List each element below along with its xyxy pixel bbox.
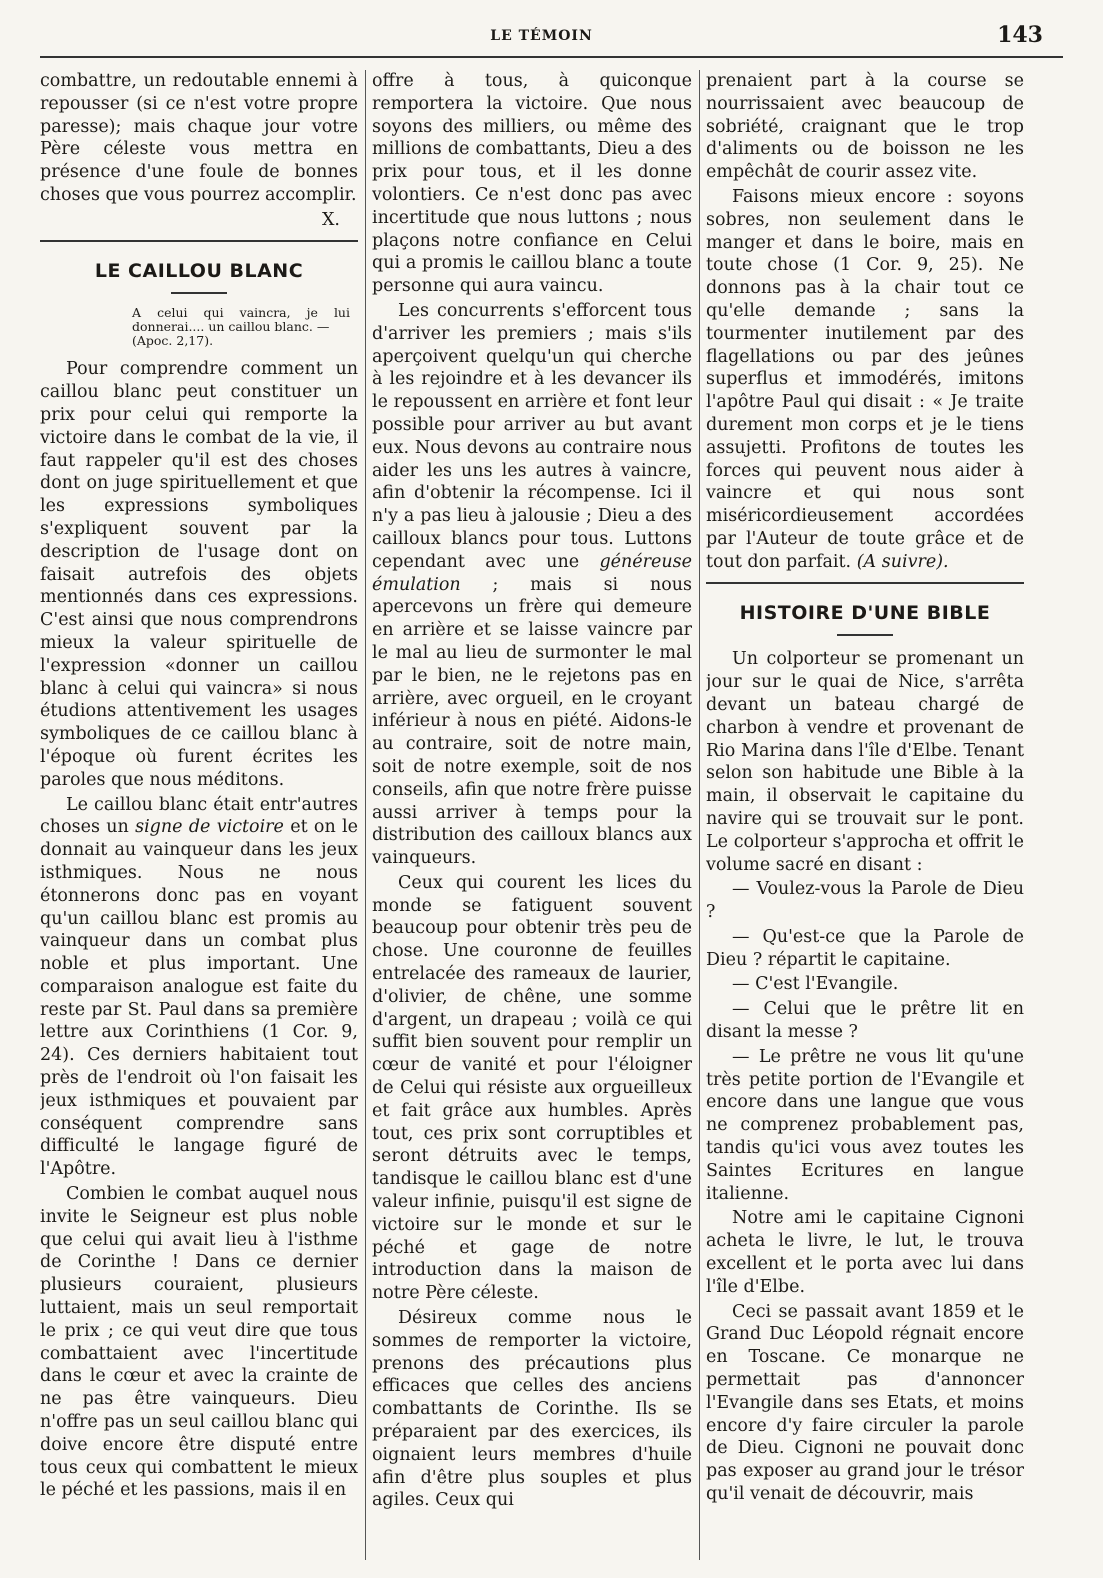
dialogue-line: — Qu'est-ce que la Parole de Dieu ? répartit le capitaine. (706, 926, 1024, 970)
title-dash (837, 634, 893, 636)
article-separator (706, 582, 1024, 584)
paragraph: combattre, un redoutable ennemi à repousser (si ce n'est votre propre paresse); mais chaque jour votre Père céleste vous mettra en présence d'une foule de bonnes choses que vous pourrez accomplir. (40, 71, 358, 205)
paragraph: offre à tous, à quiconque remportera la victoire. Que nous soyons des milliers, ou même des millions de combattants, Dieu a des prix pour tous, et il les donne volontiers. Ce n'est donc pas avec incertitude que nous luttons ; nous plaçons notre confiance en Celui qui a promis le caillou blanc a toute personne qui aura vaincu. (372, 71, 692, 297)
column-divider (699, 70, 700, 1560)
column-1 (40, 70, 358, 1560)
signature: X. (321, 209, 340, 230)
column-2 (372, 70, 692, 1560)
dialogue-line: — Voulez-vous la Parole de Dieu ? (706, 879, 1024, 923)
paragraph: prenaient part à la course se nourrissaient avec beaucoup de sobriété, craignant que le trop d'aliments ou de boisson ne les empêchât de courir assez vite. (706, 71, 1024, 183)
column-3 (706, 70, 1024, 1560)
text-run: ; mais si nous apercevons un frère qui demeure en arrière et se laisse vaincre par le mal au lieu de surmonter le mal par le bien, ne le rejetons pas en arrière, avec orgueil, en le croyant inférieur à nous en piété. Aidons-le au contraire, soit de notre main, soit de notre exemple, soit de nos conseils, afin que notre frère puisse aussi arriver à temps pour la distribution des cailloux blancs aux vainqueurs. (372, 574, 692, 869)
italic-text: généreuse émulation (372, 551, 692, 595)
epigraph (132, 306, 350, 348)
text-run: Le caillou blanc était entr'autres choses un (40, 794, 358, 838)
page-header (40, 22, 1043, 52)
paragraph: Un colporteur se promenant un jour sur le quai de Nice, s'arrêta devant un bateau chargé de charbon à vendre et provenant de Rio Marina dans l'île d'Elbe. Tenant selon son habitude une Bible à la main, il observait le capitaine du navire qui se trouvait sur le pont. Le colporteur s'approcha et offrit le volume sacré en disant : (706, 649, 1024, 875)
dialogue-line: — C'est l'Evangile. (732, 974, 899, 995)
dialogue-line: — Le prêtre ne vous lit qu'une très petite portion de l'Evangile et encore dans une langue que vous ne comprenez probablement pas, tandis qu'ici vous avez toutes les Saintes Ecritures en langue italienne. (706, 1046, 1024, 1204)
running-title: LE TÉMOIN (490, 28, 593, 44)
article-title: HISTOIRE D'UNE BIBLE (739, 601, 991, 624)
paragraph: Ceux qui courent les lices du monde se fatiguent souvent beaucoup pour obtenir très peu de chose. Une couronne de feuilles entrelacée des rameaux de laurier, d'olivier, de chêne, une somme d'argent, un drapeau ; voilà ce qui suffit bien souvent pour remplir un cœur de vanité et pour l'éloigner de Celui qui résiste aux orgueilleux et fait grâce aux humbles. Après tout, ces prix sont corruptibles et seront détruits avec le temps, tandisque le caillou blanc est d'une valeur infinie, puisqu'il est signe de victoire sur le monde et sur le péché et gage de notre introduction dans la maison de notre Père céleste. (372, 872, 692, 1304)
dialogue-line: — Celui que le prêtre lit en disant la messe ? (706, 999, 1024, 1043)
article-separator (40, 240, 358, 242)
italic-text: signe de victoire (135, 817, 284, 838)
paragraph: Combien le combat auquel nous invite le Seigneur est plus noble que celui qui avait lieu à l'isthme de Corinthe ! Dans ce dernier plusieurs couraient, plusieurs luttaient, mais un seul remportait le prix ; ce qui veut dire que tous combattaient avec l'incertitude dans le cœur et avec la crainte de ne pas être vainqueurs. Dieu n'offre pas un seul caillou blanc qui doive encore être disputé entre tous ceux qui combattent le mieux le péché et les passions, mais il en (40, 1184, 358, 1501)
paragraph: Désireux comme nous le sommes de remporter la victoire, prenons des précautions plus efficaces que celles des anciens combattants de Corinthe. Ils se préparaient par des exercices, ils oignaient leurs membres d'huile afin d'être plus souples et plus agiles. Ceux qui (372, 1308, 692, 1511)
text-run: Les concurrents s'efforcent tous d'arriver les premiers ; mais s'ils aperçoivent quelqu'un qui cherche à les rejoindre et à les devancer ils le repoussent en arrière et font leur possible pour arriver au but avant eux. Nous devons au contraire nous aider les uns les autres à vaincre, afin d'obtenir la récompense. Ici il n'y a pas lieu à jalousie ; Dieu a des cailloux blancs pour tous. Luttons cependant avec une (372, 300, 692, 572)
paragraph: Notre ami le capitaine Cignoni acheta le livre, le lut, le trouva excellent et le porta avec lui dans l'île d'Elbe. (706, 1208, 1024, 1297)
header-rule (40, 56, 1063, 58)
title-dash (171, 292, 227, 294)
paragraph (372, 300, 692, 870)
to-be-continued: (A suivre). (856, 551, 949, 572)
text-run: Faisons mieux encore : soyons sobres, non seulement dans le manger et dans le boire, mais en toute chose (1 Cor. 9, 25). Ne donnons pas à la chair tout ce qu'elle demande ; sans la tourmenter inutilement par des flagellations ou par des jeûnes superflus et immodérés, imitons l'apôtre Paul qui disait : « Je traite durement mon corps et je le tiens assujetti. Profitons de toutes les forces qui peuvent nous aider à vaincre et qui nous sont miséricordieusement accordées par l'Auteur de toute grâce et de tout don parfait. (706, 186, 1024, 572)
column-divider (365, 70, 366, 1560)
article-title: LE CAILLOU BLANC (94, 259, 304, 282)
paragraph (706, 186, 1024, 574)
text-run: et on le donnait au vainqueur dans les jeux isthmiques. Nous ne nous étonnerons donc pas en voyant qu'un caillou blanc est promis au vainqueur dans un combat plus noble et plus important. Une comparaison analogue est faite du reste par St. Paul dans sa première lettre aux Corinthiens (1 Cor. 9, 24). Ces derniers habitaient tout près de l'endroit où l'on faisait les jeux isthmiques et pouvaient par conséquent comprendre sans difficulté le langage figuré de l'Apôtre. (40, 817, 358, 1180)
paragraph (40, 794, 358, 1182)
epigraph-text: A celui qui vaincra, je lui donnerai.... un caillou blanc. — (132, 305, 350, 335)
epigraph-reference: (Apoc. 2,17). (132, 333, 214, 349)
page-number: 143 (997, 22, 1043, 48)
paragraph: Ceci se passait avant 1859 et le Grand Duc Léopold régnait encore en Toscane. Ce monarque ne permettait pas d'annoncer l'Evangile dans ses Etats, et moins encore d'y faire circuler la parole de Dieu. Cignoni ne pouvait donc pas exposer au grand jour le trésor qu'il venait de découvrir, mais (706, 1301, 1024, 1505)
paragraph: Pour comprendre comment un caillou blanc peut constituer un prix pour celui qui remporte la victoire dans le combat de la vie, il faut rappeler qu'il est des choses dont on juge spirituellement et que les expressions symboliques s'expliquent souvent par la description de l'usage dont on faisait autrefois des objets mentionnés dans ces expressions. C'est ainsi que nous comprendrons mieux la valeur spirituelle de l'expression «donner un caillou blanc à celui qui vaincra» si nous étudions attentivement les usages symboliques de ce caillou blanc à l'époque où furent écrites les paroles que nous méditons. (40, 359, 358, 790)
